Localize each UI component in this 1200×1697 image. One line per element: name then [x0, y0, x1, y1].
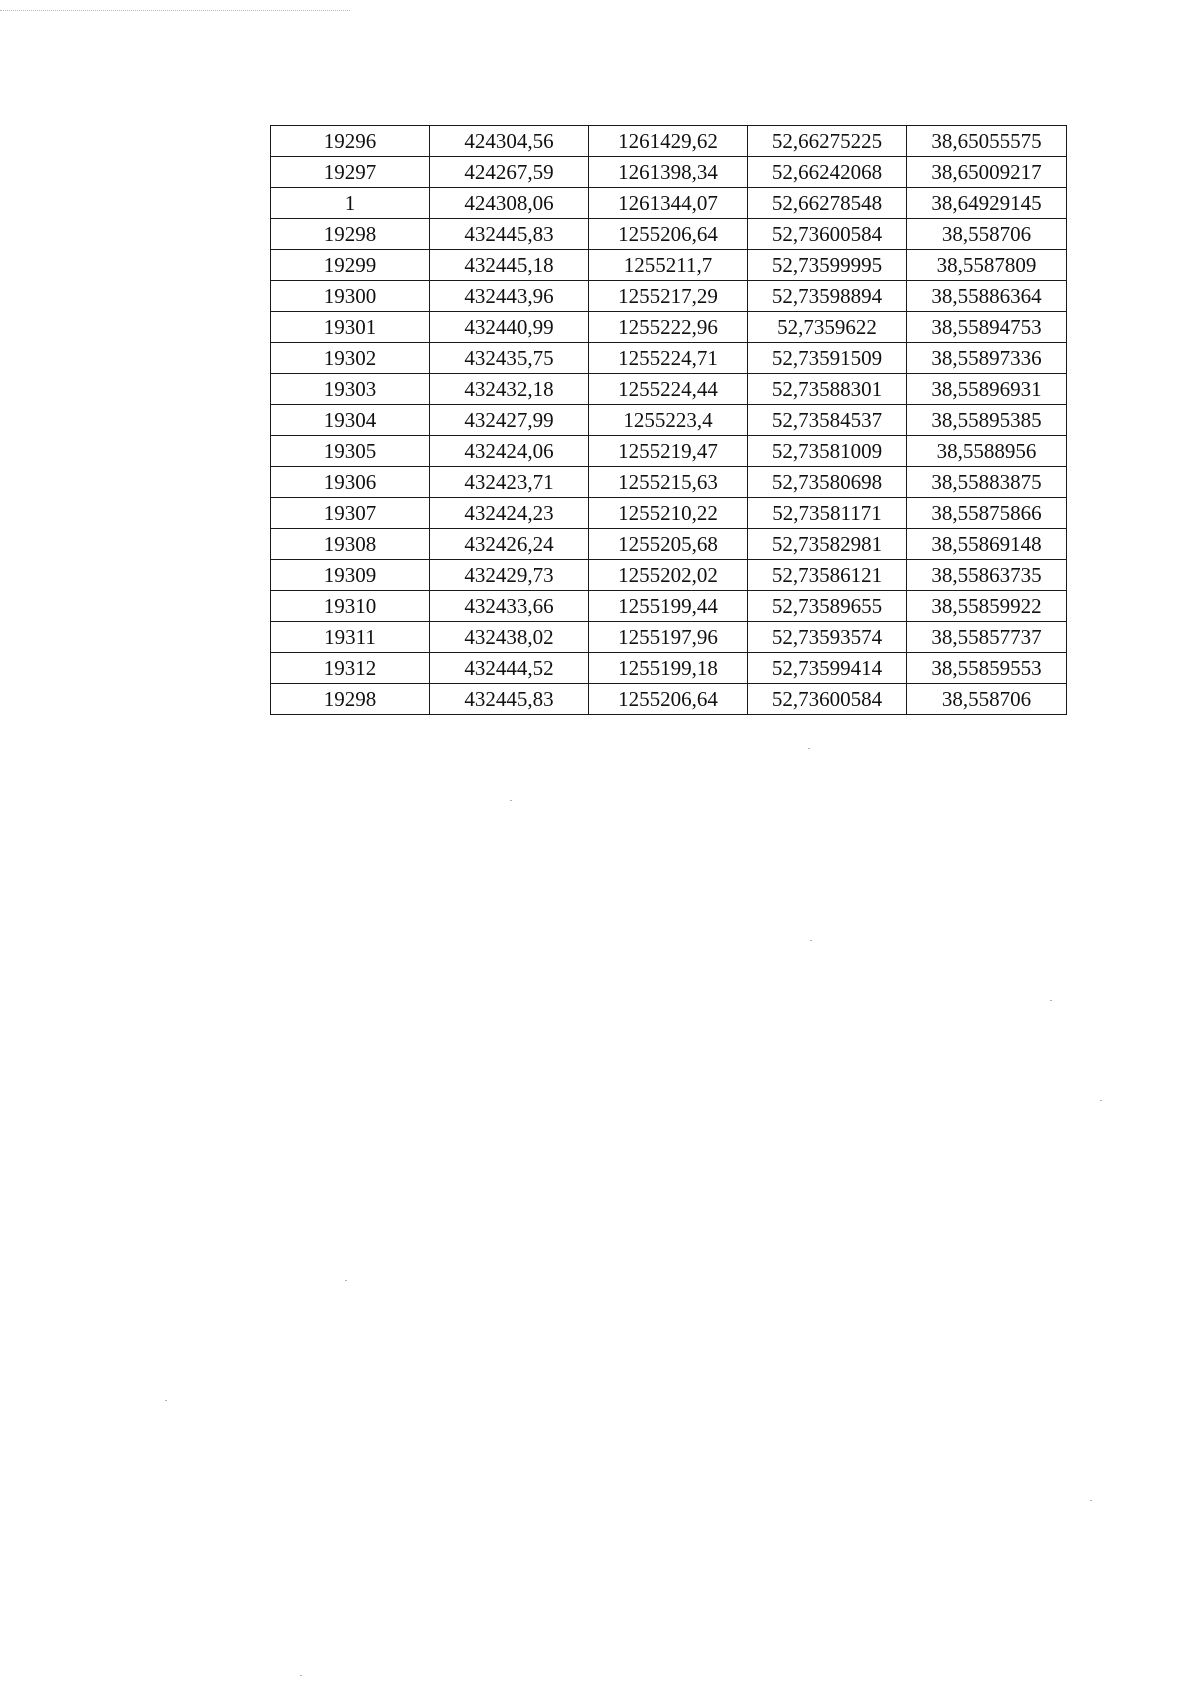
x-coordinate-cell: 432444,52 [430, 653, 589, 684]
coordinates-table [270, 125, 1067, 715]
scan-artifact-line [0, 10, 350, 11]
x-coordinate-cell: 432432,18 [430, 374, 589, 405]
y-coordinate-cell: 1255202,02 [589, 560, 748, 591]
point-number-cell: 19310 [271, 591, 430, 622]
x-coordinate-cell: 432438,02 [430, 622, 589, 653]
longitude-cell: 38,558706 [907, 684, 1067, 715]
table-row [271, 250, 1067, 281]
x-coordinate-cell: 432433,66 [430, 591, 589, 622]
point-number-cell: 19307 [271, 498, 430, 529]
table-row [271, 684, 1067, 715]
x-coordinate-cell: 432426,24 [430, 529, 589, 560]
x-coordinate-cell: 432445,18 [430, 250, 589, 281]
point-number-cell: 19298 [271, 684, 430, 715]
y-coordinate-cell: 1255224,44 [589, 374, 748, 405]
x-coordinate-cell: 432424,06 [430, 436, 589, 467]
x-coordinate-cell: 424304,56 [430, 126, 589, 157]
longitude-cell: 38,5587809 [907, 250, 1067, 281]
x-coordinate-cell: 432445,83 [430, 219, 589, 250]
y-coordinate-cell: 1255224,71 [589, 343, 748, 374]
point-number-cell: 19299 [271, 250, 430, 281]
point-number-cell: 19306 [271, 467, 430, 498]
y-coordinate-cell: 1255206,64 [589, 684, 748, 715]
y-coordinate-cell: 1255215,63 [589, 467, 748, 498]
x-coordinate-cell: 432429,73 [430, 560, 589, 591]
scan-speck [1090, 1500, 1092, 1501]
scan-speck [165, 1400, 167, 1401]
longitude-cell: 38,55883875 [907, 467, 1067, 498]
table-row [271, 622, 1067, 653]
longitude-cell: 38,55857737 [907, 622, 1067, 653]
latitude-cell: 52,73584537 [748, 405, 907, 436]
scan-speck [510, 800, 512, 801]
scan-speck [345, 1280, 347, 1281]
latitude-cell: 52,73599995 [748, 250, 907, 281]
table-row [271, 498, 1067, 529]
point-number-cell: 19303 [271, 374, 430, 405]
table-row [271, 188, 1067, 219]
longitude-cell: 38,55895385 [907, 405, 1067, 436]
point-number-cell: 19304 [271, 405, 430, 436]
latitude-cell: 52,73581009 [748, 436, 907, 467]
y-coordinate-cell: 1255211,7 [589, 250, 748, 281]
longitude-cell: 38,55863735 [907, 560, 1067, 591]
point-number-cell: 19297 [271, 157, 430, 188]
point-number-cell: 19301 [271, 312, 430, 343]
longitude-cell: 38,558706 [907, 219, 1067, 250]
latitude-cell: 52,73581171 [748, 498, 907, 529]
longitude-cell: 38,65009217 [907, 157, 1067, 188]
scan-speck [300, 1675, 302, 1676]
latitude-cell: 52,7359622 [748, 312, 907, 343]
latitude-cell: 52,73580698 [748, 467, 907, 498]
latitude-cell: 52,73589655 [748, 591, 907, 622]
x-coordinate-cell: 424308,06 [430, 188, 589, 219]
table-row [271, 312, 1067, 343]
point-number-cell: 19308 [271, 529, 430, 560]
longitude-cell: 38,55875866 [907, 498, 1067, 529]
table-row [271, 219, 1067, 250]
latitude-cell: 52,66275225 [748, 126, 907, 157]
table-row [271, 436, 1067, 467]
y-coordinate-cell: 1261429,62 [589, 126, 748, 157]
latitude-cell: 52,73598894 [748, 281, 907, 312]
point-number-cell: 19300 [271, 281, 430, 312]
latitude-cell: 52,73586121 [748, 560, 907, 591]
y-coordinate-cell: 1255217,29 [589, 281, 748, 312]
y-coordinate-cell: 1255205,68 [589, 529, 748, 560]
point-number-cell: 19305 [271, 436, 430, 467]
latitude-cell: 52,66278548 [748, 188, 907, 219]
table-row [271, 560, 1067, 591]
y-coordinate-cell: 1261398,34 [589, 157, 748, 188]
longitude-cell: 38,55859922 [907, 591, 1067, 622]
table-row [271, 157, 1067, 188]
point-number-cell: 19311 [271, 622, 430, 653]
point-number-cell: 19302 [271, 343, 430, 374]
x-coordinate-cell: 432443,96 [430, 281, 589, 312]
table-row [271, 529, 1067, 560]
x-coordinate-cell: 432427,99 [430, 405, 589, 436]
y-coordinate-cell: 1255210,22 [589, 498, 748, 529]
latitude-cell: 52,73591509 [748, 343, 907, 374]
table-row [271, 405, 1067, 436]
latitude-cell: 52,73600584 [748, 684, 907, 715]
longitude-cell: 38,55886364 [907, 281, 1067, 312]
y-coordinate-cell: 1255199,18 [589, 653, 748, 684]
latitude-cell: 52,73599414 [748, 653, 907, 684]
x-coordinate-cell: 432435,75 [430, 343, 589, 374]
table-row [271, 591, 1067, 622]
table-row [271, 374, 1067, 405]
table-row [271, 343, 1067, 374]
latitude-cell: 52,73582981 [748, 529, 907, 560]
longitude-cell: 38,55869148 [907, 529, 1067, 560]
x-coordinate-cell: 432440,99 [430, 312, 589, 343]
longitude-cell: 38,5588956 [907, 436, 1067, 467]
latitude-cell: 52,73588301 [748, 374, 907, 405]
y-coordinate-cell: 1255197,96 [589, 622, 748, 653]
longitude-cell: 38,65055575 [907, 126, 1067, 157]
y-coordinate-cell: 1255222,96 [589, 312, 748, 343]
latitude-cell: 52,73593574 [748, 622, 907, 653]
longitude-cell: 38,64929145 [907, 188, 1067, 219]
scan-speck [808, 748, 810, 749]
table-row [271, 126, 1067, 157]
scan-speck [810, 940, 812, 941]
y-coordinate-cell: 1255199,44 [589, 591, 748, 622]
point-number-cell: 19298 [271, 219, 430, 250]
point-number-cell: 19296 [271, 126, 430, 157]
point-number-cell: 19309 [271, 560, 430, 591]
latitude-cell: 52,66242068 [748, 157, 907, 188]
y-coordinate-cell: 1255206,64 [589, 219, 748, 250]
table-row [271, 467, 1067, 498]
table-row [271, 653, 1067, 684]
longitude-cell: 38,55859553 [907, 653, 1067, 684]
x-coordinate-cell: 424267,59 [430, 157, 589, 188]
x-coordinate-cell: 432424,23 [430, 498, 589, 529]
x-coordinate-cell: 432423,71 [430, 467, 589, 498]
scan-speck [1100, 1100, 1102, 1101]
longitude-cell: 38,55894753 [907, 312, 1067, 343]
table-row [271, 281, 1067, 312]
longitude-cell: 38,55896931 [907, 374, 1067, 405]
point-number-cell: 19312 [271, 653, 430, 684]
latitude-cell: 52,73600584 [748, 219, 907, 250]
y-coordinate-cell: 1255223,4 [589, 405, 748, 436]
x-coordinate-cell: 432445,83 [430, 684, 589, 715]
longitude-cell: 38,55897336 [907, 343, 1067, 374]
y-coordinate-cell: 1255219,47 [589, 436, 748, 467]
point-number-cell: 1 [271, 188, 430, 219]
y-coordinate-cell: 1261344,07 [589, 188, 748, 219]
scan-speck [1050, 1000, 1052, 1001]
